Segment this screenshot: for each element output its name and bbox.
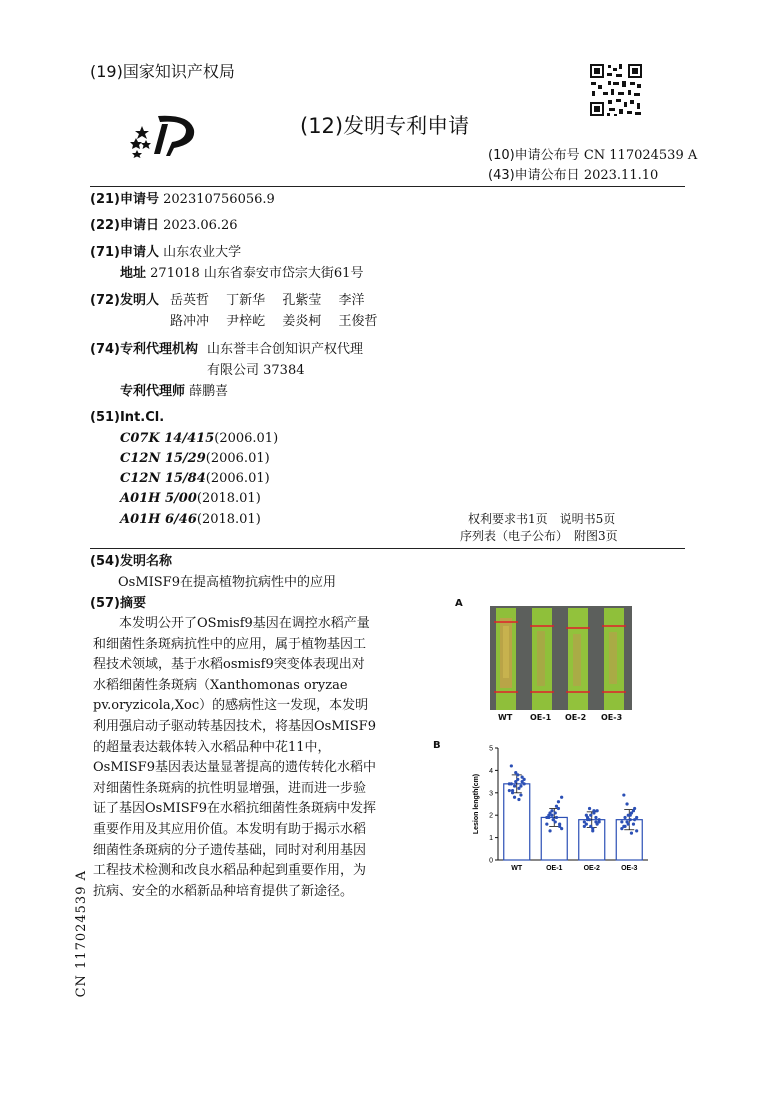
inventors-label: (72)发明人 <box>90 293 159 308</box>
abstract-line: 和细菌性条斑病抗性中的应用，属于植物基因工 <box>93 636 367 652</box>
y-tick-label: 0 <box>489 857 493 865</box>
inventor: 尹梓屹 <box>226 314 266 329</box>
leaf-label: OE-2 <box>565 713 587 722</box>
intcl-item: C12N 15/29(2006.01) <box>120 451 270 466</box>
x-tick-label: OE-1 <box>546 865 563 872</box>
abstract-line: 本发明公开了OSmisf9基因在调控水稻产量 <box>93 616 370 631</box>
data-point <box>588 807 591 810</box>
panel-a-label: A <box>455 598 463 609</box>
inventor: 姜炎柯 <box>282 314 322 329</box>
intcl-item: A01H 6/46(2018.01) <box>120 512 261 527</box>
intcl-item: A01H 5/00(2018.01) <box>120 491 261 506</box>
data-point <box>511 789 514 792</box>
data-point <box>586 818 589 821</box>
lesion-length-chart <box>464 740 654 880</box>
publication-number: CN 117024539 A <box>583 148 698 163</box>
page-counts-2: 序列表（电子公布） 附图3页 <box>460 529 618 543</box>
data-point <box>510 764 513 767</box>
abstract-line: OsMISF9基因表达量显著提高的遗传转化水稻中 <box>93 760 376 776</box>
inventor: 岳英哲 <box>170 293 210 308</box>
intcl-item: C07K 14/415(2006.01) <box>120 431 279 446</box>
cnipa-logo <box>128 110 200 158</box>
agency-label: (74)专利代理机构 <box>90 342 198 357</box>
address: 271018 山东省泰安市岱宗大街61号 <box>150 266 364 281</box>
data-point <box>589 825 592 828</box>
data-point <box>547 814 550 817</box>
leaf-photo <box>490 606 632 710</box>
address-row <box>120 264 363 284</box>
leaf-oe3 <box>604 608 624 710</box>
y-tick-label: 4 <box>489 767 493 775</box>
abstract-line: 的超量表达载体转入水稻品种中花11中， <box>93 739 331 755</box>
y-tick-label: 5 <box>489 745 493 753</box>
abstract-line: 程技术领域，基于水稻osmisf9突变体表现出对 <box>93 657 365 673</box>
y-tick-label: 2 <box>489 812 493 820</box>
abstract-text <box>93 614 435 902</box>
data-point <box>523 782 526 785</box>
publication-number-row <box>488 146 697 166</box>
data-point <box>583 820 586 823</box>
data-point <box>554 811 557 814</box>
data-point <box>623 816 626 819</box>
abstract-label: (57)摘要 <box>90 596 146 611</box>
abstract-line: 抗病、安全的水稻新品种培育提供了新途径。 <box>93 883 354 899</box>
y-tick-label: 3 <box>489 790 493 798</box>
intcl-item: C12N 15/84(2006.01) <box>120 471 270 486</box>
data-point <box>513 784 516 787</box>
leaf-wt <box>496 608 516 710</box>
leaf-label: WT <box>498 713 513 722</box>
data-point <box>630 832 633 835</box>
header-divider <box>90 186 685 187</box>
data-point <box>635 829 638 832</box>
document-type: (12)发明专利申请 <box>300 114 470 138</box>
address-label: 地址 <box>120 266 147 281</box>
application-number: 202310756056.9 <box>163 192 275 207</box>
data-point <box>632 823 635 826</box>
data-point <box>545 823 548 826</box>
abstract-line: pv.oryzicola,Xoc）的感病性这一发现，本发明 <box>93 698 369 714</box>
x-tick-label: WT <box>511 865 523 872</box>
agent: 薛鹏喜 <box>189 384 229 399</box>
data-point <box>625 802 628 805</box>
application-number-row <box>90 190 275 210</box>
applicant-label: (71)申请人 <box>90 245 159 260</box>
agent-label: 专利代理师 <box>120 384 186 399</box>
abstract-line: 证了基因OsMISF9在水稻抗细菌性条斑病中发挥 <box>93 801 376 817</box>
leaf-oe1 <box>532 608 552 710</box>
data-point <box>627 823 630 826</box>
data-point <box>635 816 638 819</box>
inventor: 王俊哲 <box>338 314 378 329</box>
agency-line-1: 山东誉丰合创知识产权代理 <box>207 342 364 357</box>
data-point <box>620 820 623 823</box>
publication-number-label: (10)申请公布号 <box>488 148 580 163</box>
application-date: 2023.06.26 <box>163 218 238 233</box>
data-point <box>591 829 594 832</box>
data-point <box>555 816 558 819</box>
data-point <box>519 793 522 796</box>
data-point <box>629 814 632 817</box>
inventors-line-1 <box>170 291 364 311</box>
qr-code <box>588 62 644 118</box>
y-axis-label: Lesion length(cm) <box>473 773 480 835</box>
data-point <box>508 789 511 792</box>
agency-line-2: 有限公司 37384 <box>207 363 305 378</box>
publication-date-label: (43)申请公布日 <box>488 168 580 183</box>
data-point <box>555 805 558 808</box>
data-point <box>517 798 520 801</box>
data-point <box>514 771 517 774</box>
applicant: 山东农业大学 <box>163 245 242 260</box>
publication-date: 2023.11.10 <box>583 168 659 183</box>
data-point <box>552 818 555 821</box>
data-point <box>516 778 519 781</box>
data-point <box>557 800 560 803</box>
publication-date-row <box>488 166 658 186</box>
y-tick-label: 1 <box>489 835 493 843</box>
x-tick-label: OE-3 <box>621 865 638 872</box>
bar <box>504 784 530 860</box>
data-point <box>623 825 626 828</box>
data-point <box>594 816 597 819</box>
invention-title: OsMISF9在提高植物抗病性中的应用 <box>118 575 336 590</box>
application-date-row <box>90 216 238 236</box>
leaf-label: OE-1 <box>530 713 552 722</box>
data-point <box>585 814 588 817</box>
inventor: 孔紫莹 <box>282 293 322 308</box>
leaf-oe2 <box>568 608 588 710</box>
biblio-divider <box>90 548 685 549</box>
x-tick-label: OE-2 <box>583 865 600 872</box>
data-point <box>508 782 511 785</box>
side-publication-number: CN 117024539 A <box>74 870 89 998</box>
data-point <box>558 823 561 826</box>
abstract-line: 对细菌性条斑病的抗性明显增强，进而进一步验 <box>93 780 367 796</box>
data-point <box>548 829 551 832</box>
intcl-label: (51)Int.Cl. <box>90 410 165 425</box>
office-name: (19)国家知识产权局 <box>90 62 235 81</box>
data-point <box>519 784 522 787</box>
data-point <box>560 827 563 830</box>
agent-row <box>120 382 228 402</box>
data-point <box>560 796 563 799</box>
inventors-line-2 <box>170 312 377 332</box>
data-point <box>592 809 595 812</box>
data-point <box>550 809 553 812</box>
abstract-line: 利用强启动子驱动转基因技术，将基因OsMISF9 <box>93 718 376 734</box>
inventor: 李洋 <box>338 293 365 308</box>
application-date-label: (22)申请日 <box>90 218 159 233</box>
abstract-line: 工程技术检测和改良水稻品种起到重要作用，为 <box>93 863 367 879</box>
data-point <box>596 809 599 812</box>
abstract-line: 重要作用及其应用价值。本发明有助于揭示水稻 <box>93 821 367 837</box>
data-point <box>622 793 625 796</box>
inventor: 路冲冲 <box>170 314 210 329</box>
data-point <box>632 809 635 812</box>
panel-b-label: B <box>433 740 441 751</box>
data-point <box>598 820 601 823</box>
data-point <box>629 818 632 821</box>
data-point <box>589 814 592 817</box>
applicant-row <box>90 243 241 263</box>
application-number-label: (21)申请号 <box>90 192 159 207</box>
title-label: (54)发明名称 <box>90 554 172 569</box>
abstract-line: 细菌性条斑病的分子遗传基础，同时对利用基因 <box>93 842 367 858</box>
inventor: 丁新华 <box>226 293 266 308</box>
leaf-label: OE-3 <box>601 713 623 722</box>
page-counts-1: 权利要求书1页 说明书5页 <box>468 512 616 526</box>
abstract-line: 水稻细菌性条斑病（Xanthomonas oryzae <box>93 677 348 693</box>
data-point <box>513 796 516 799</box>
